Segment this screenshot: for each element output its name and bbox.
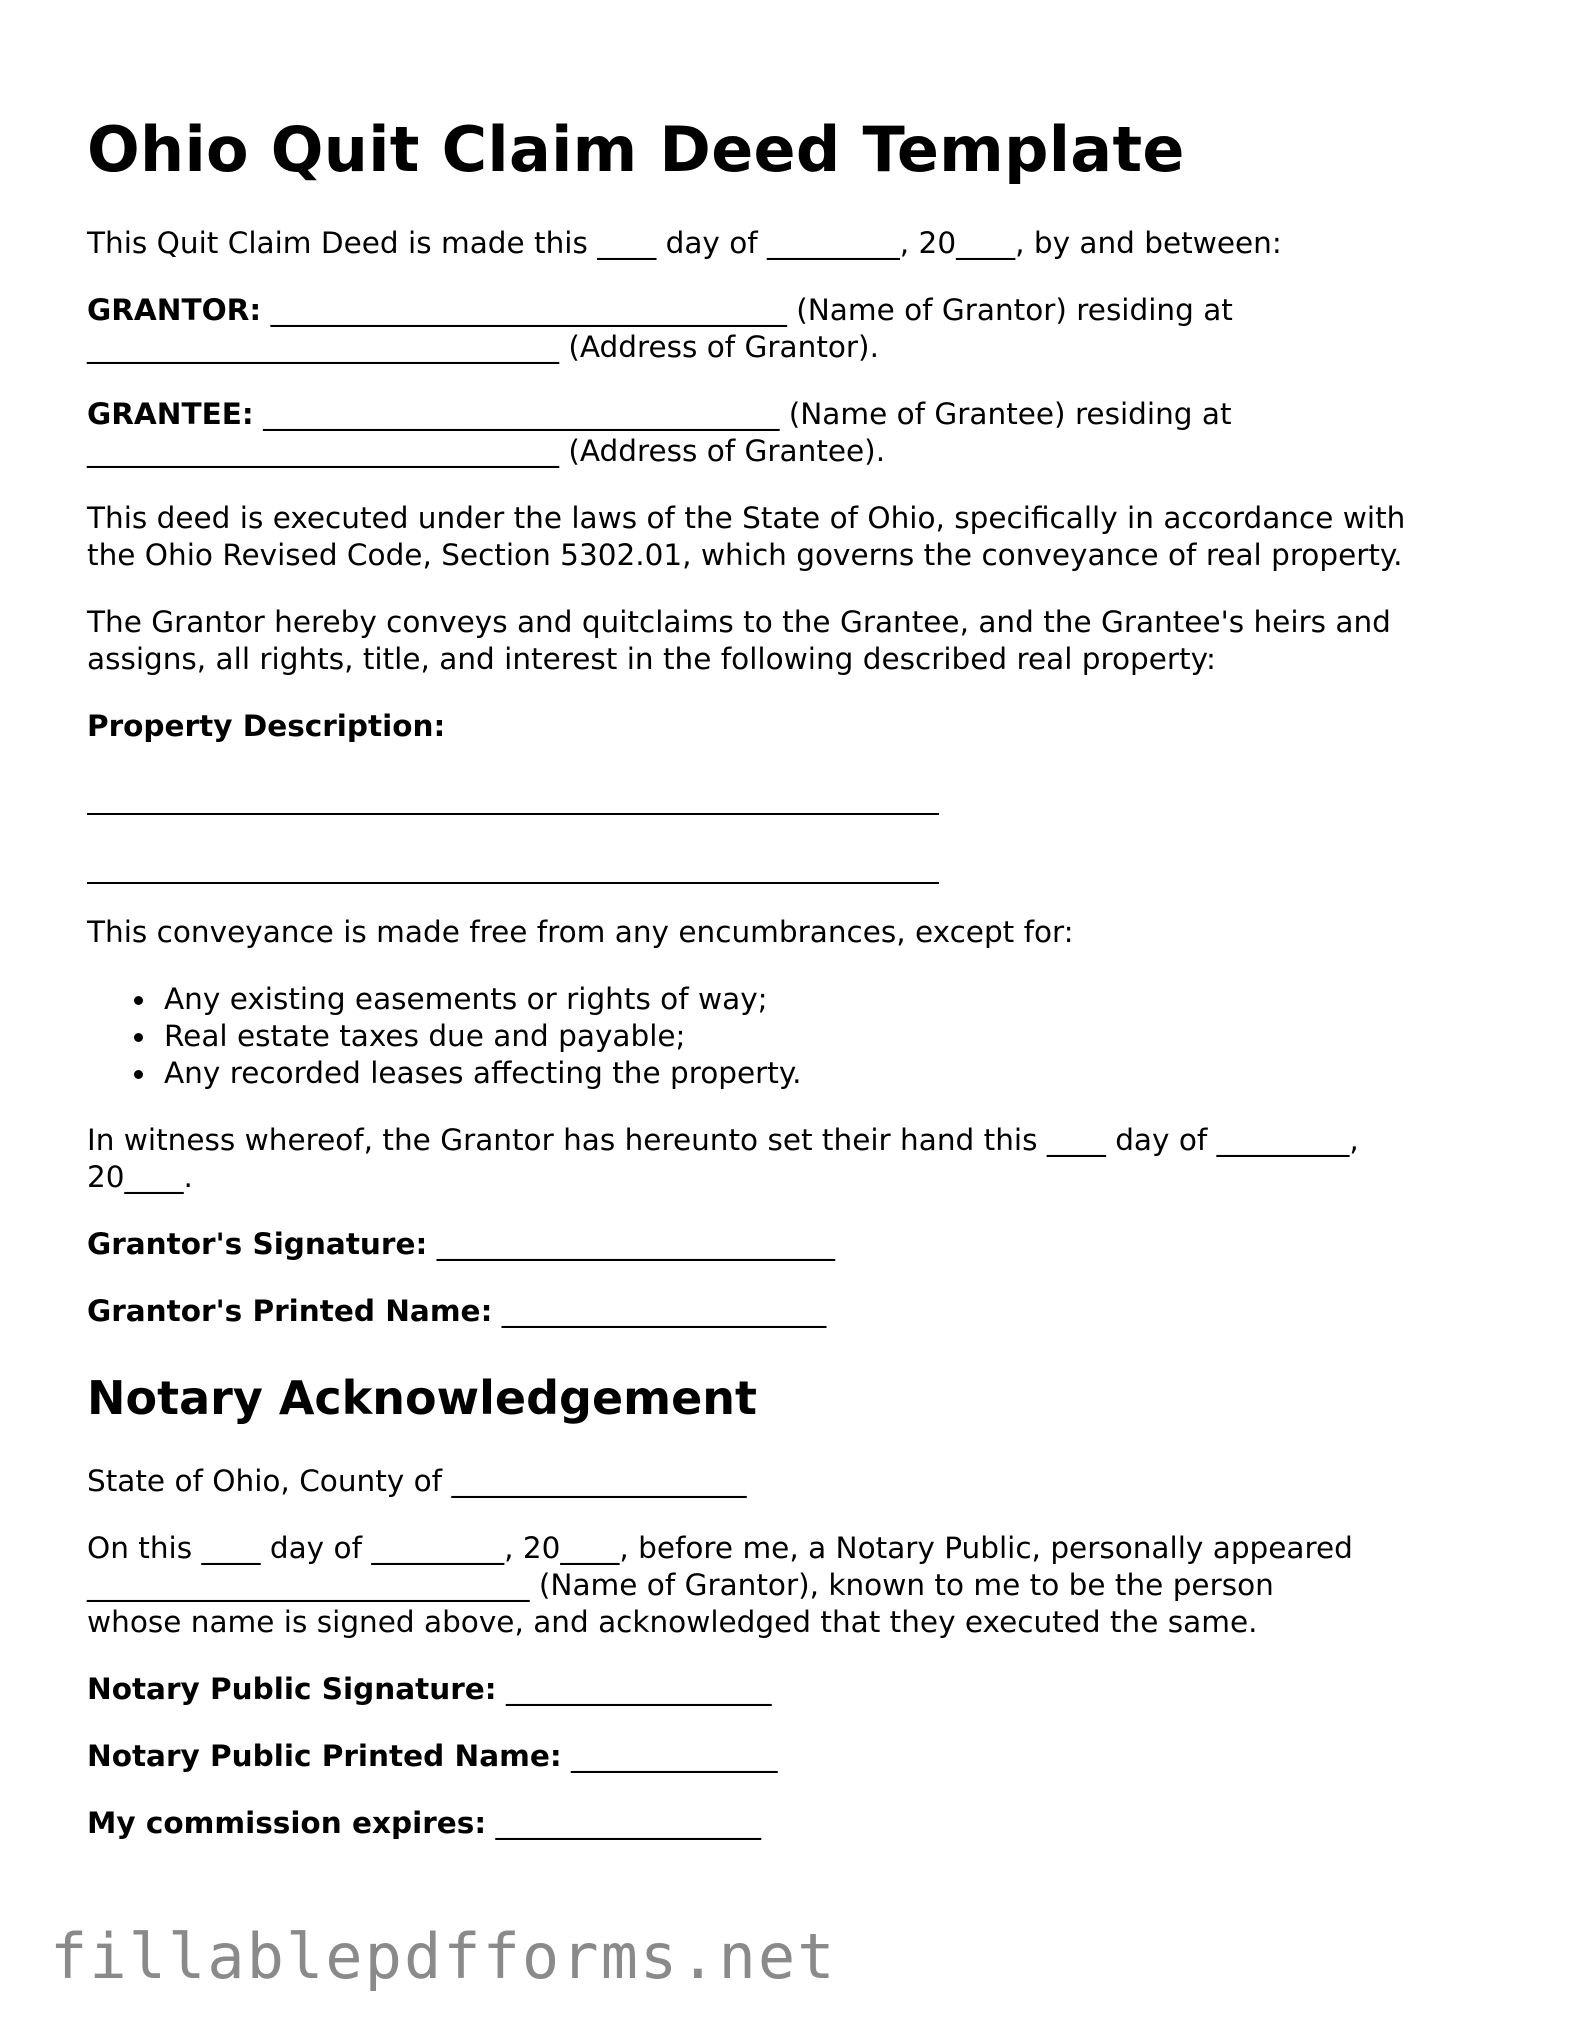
grantor-name-text: ___________________________________ (Name of Grantor) residing at — [270, 293, 1233, 327]
laws-paragraph-line-2: the Ohio Revised Code, Section 5302.01, which governs the conveyance of real property. — [87, 538, 1403, 572]
notary-county-line: State of Ohio, County of ____________________ — [87, 1464, 747, 1498]
property-description-label: Property Description: — [87, 709, 446, 743]
grantor-printed-name-line — [87, 1293, 826, 1330]
list-item: Any recorded leases affecting the property. — [164, 1056, 802, 1090]
list-item: Real estate taxes due and payable; — [164, 1018, 801, 1055]
witness-line-2: 20____. — [87, 1160, 193, 1194]
grantor-signature-label: Grantor's Signature: — [87, 1227, 428, 1261]
commission-expires-line — [87, 1805, 761, 1842]
commission-expires-blank: __________________ — [495, 1806, 762, 1840]
grantor-printed-name-label: Grantor's Printed Name: — [87, 1294, 493, 1328]
grantor-printed-name-blank: ______________________ — [501, 1294, 827, 1328]
intro-paragraph: This Quit Claim Deed is made this ____ day of _________, 20____, by and between: — [87, 226, 1282, 260]
notary-printed-name-line — [87, 1738, 778, 1775]
property-description-blank-1 — [87, 813, 939, 815]
grantor-signature-blank: ___________________________ — [436, 1227, 835, 1261]
exceptions-list — [87, 981, 801, 1092]
notary-appearance-line-1: On this ____ day of _________, 20____, before me, a Notary Public, personally appeared — [87, 1531, 1353, 1565]
grantor-label: GRANTOR: — [87, 293, 262, 327]
conveys-paragraph-line-1: The Grantor hereby conveys and quitclaims to the Grantee, and the Grantee's heirs and — [87, 605, 1391, 639]
notary-appearance-line-2: ______________________________ (Name of Grantor), known to me to be the person — [87, 1568, 1274, 1602]
notary-signature-line — [87, 1671, 771, 1708]
encumbrances-intro: This conveyance is made free from any encumbrances, except for: — [87, 915, 1074, 949]
grantee-address-text: ________________________________ (Address of Grantee). — [87, 434, 886, 468]
page-title: Ohio Quit Claim Deed Template — [87, 113, 1185, 186]
grantee-label: GRANTEE: — [87, 397, 254, 431]
commission-expires-label: My commission expires: — [87, 1806, 487, 1840]
notary-signature-blank: __________________ — [505, 1672, 772, 1706]
property-description-blank-2 — [87, 882, 939, 884]
list-item: Any existing easements or rights of way; — [164, 981, 801, 1018]
grantee-name-text: ___________________________________ (Name of Grantee) residing at — [263, 397, 1232, 431]
grantor-address-text: ________________________________ (Address of Grantor). — [87, 330, 879, 364]
witness-line-1: In witness whereof, the Grantor has hereunto set their hand this ____ day of _________, — [87, 1123, 1359, 1157]
notary-appearance-line-3: whose name is signed above, and acknowledged that they executed the same. — [87, 1605, 1258, 1639]
grantor-line-1 — [87, 292, 1233, 329]
laws-paragraph-line-1: This deed is executed under the laws of the State of Ohio, specifically in accordance with — [87, 501, 1406, 535]
watermark-logo: fillablepdfforms.net — [50, 1920, 837, 1993]
notary-heading: Notary Acknowledgement — [87, 1371, 758, 1425]
grantee-line-1 — [87, 396, 1232, 433]
grantor-signature-line — [87, 1226, 835, 1263]
notary-signature-label: Notary Public Signature: — [87, 1672, 497, 1706]
conveys-paragraph-line-2: assigns, all rights, title, and interest in the following described real property: — [87, 642, 1216, 676]
notary-printed-name-blank: ______________ — [571, 1739, 778, 1773]
notary-printed-name-label: Notary Public Printed Name: — [87, 1739, 562, 1773]
